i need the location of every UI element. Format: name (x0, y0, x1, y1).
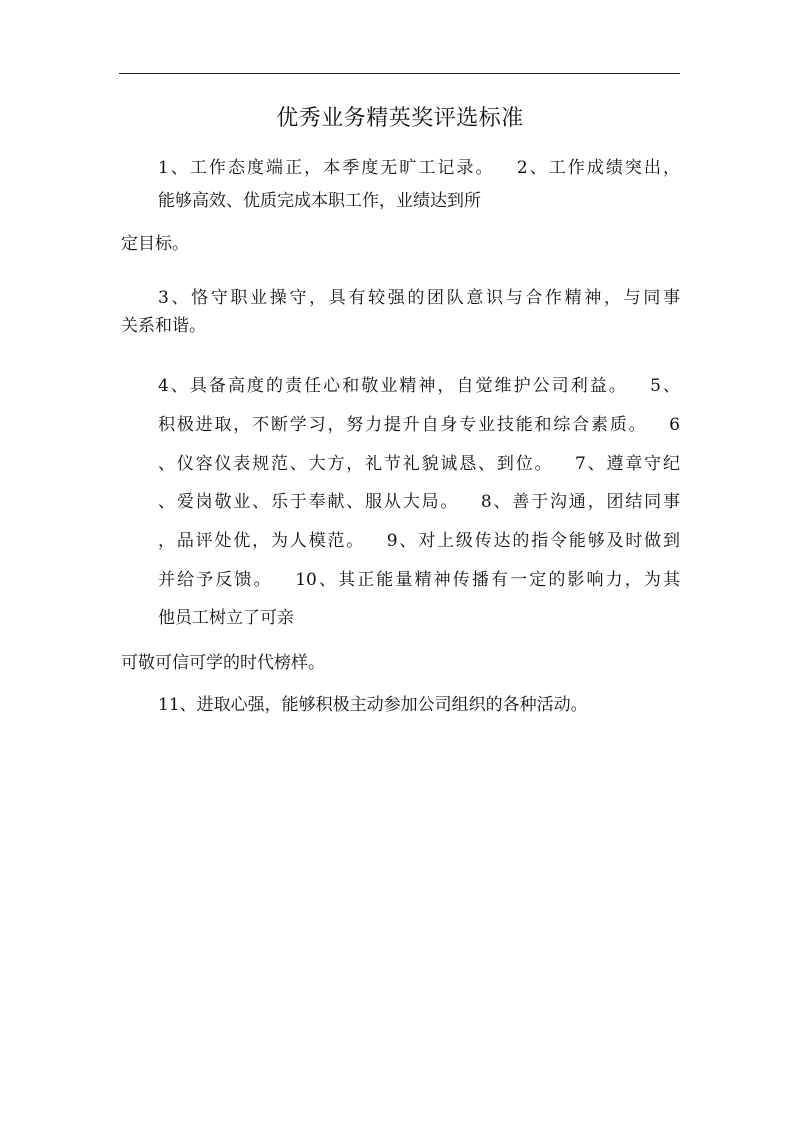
criteria-line-3: 定目标。 (121, 234, 189, 254)
criteria-line-1: 1、工作态度端正，本季度无旷工记录。 2、工作成绩突出， (158, 158, 680, 178)
criteria-line-14: 11、进取心强，能够积极主动参加公司组织的各种活动。 (158, 695, 588, 715)
criteria-line-2: 能够高效、优质完成本职工作，业绩达到所 (158, 191, 481, 211)
criteria-line-13: 可敬可信可学的时代榜样。 (121, 653, 325, 673)
criteria-line-5: 关系和谐。 (121, 316, 206, 336)
criteria-line-12: 他员工树立了可亲 (158, 608, 294, 628)
criteria-line-9: 、爱岗敬业、乐于奉献、服从大局。 8、善于沟通，团结同事 (158, 492, 680, 512)
document-title: 优秀业务精英奖评选标准 (276, 106, 524, 131)
criteria-line-4: 3、恪守职业操守，具有较强的团队意识与合作精神，与同事 (158, 288, 680, 308)
criteria-line-6: 4、具备高度的责任心和敬业精神，自觉维护公司利益。 5、 (158, 376, 680, 396)
criteria-line-10: ，品评处优，为人模范。 9、对上级传达的指令能够及时做到 (158, 531, 680, 551)
criteria-line-7: 积极进取，不断学习，努力提升自身专业技能和综合素质。 6 (158, 415, 680, 435)
criteria-line-8: 、仪容仪表规范、大方，礼节礼貌诚恳、到位。 7、遵章守纪 (158, 454, 680, 474)
top-divider-line (119, 73, 680, 74)
criteria-line-11: 并给予反馈。 10、其正能量精神传播有一定的影响力，为其 (158, 570, 680, 590)
